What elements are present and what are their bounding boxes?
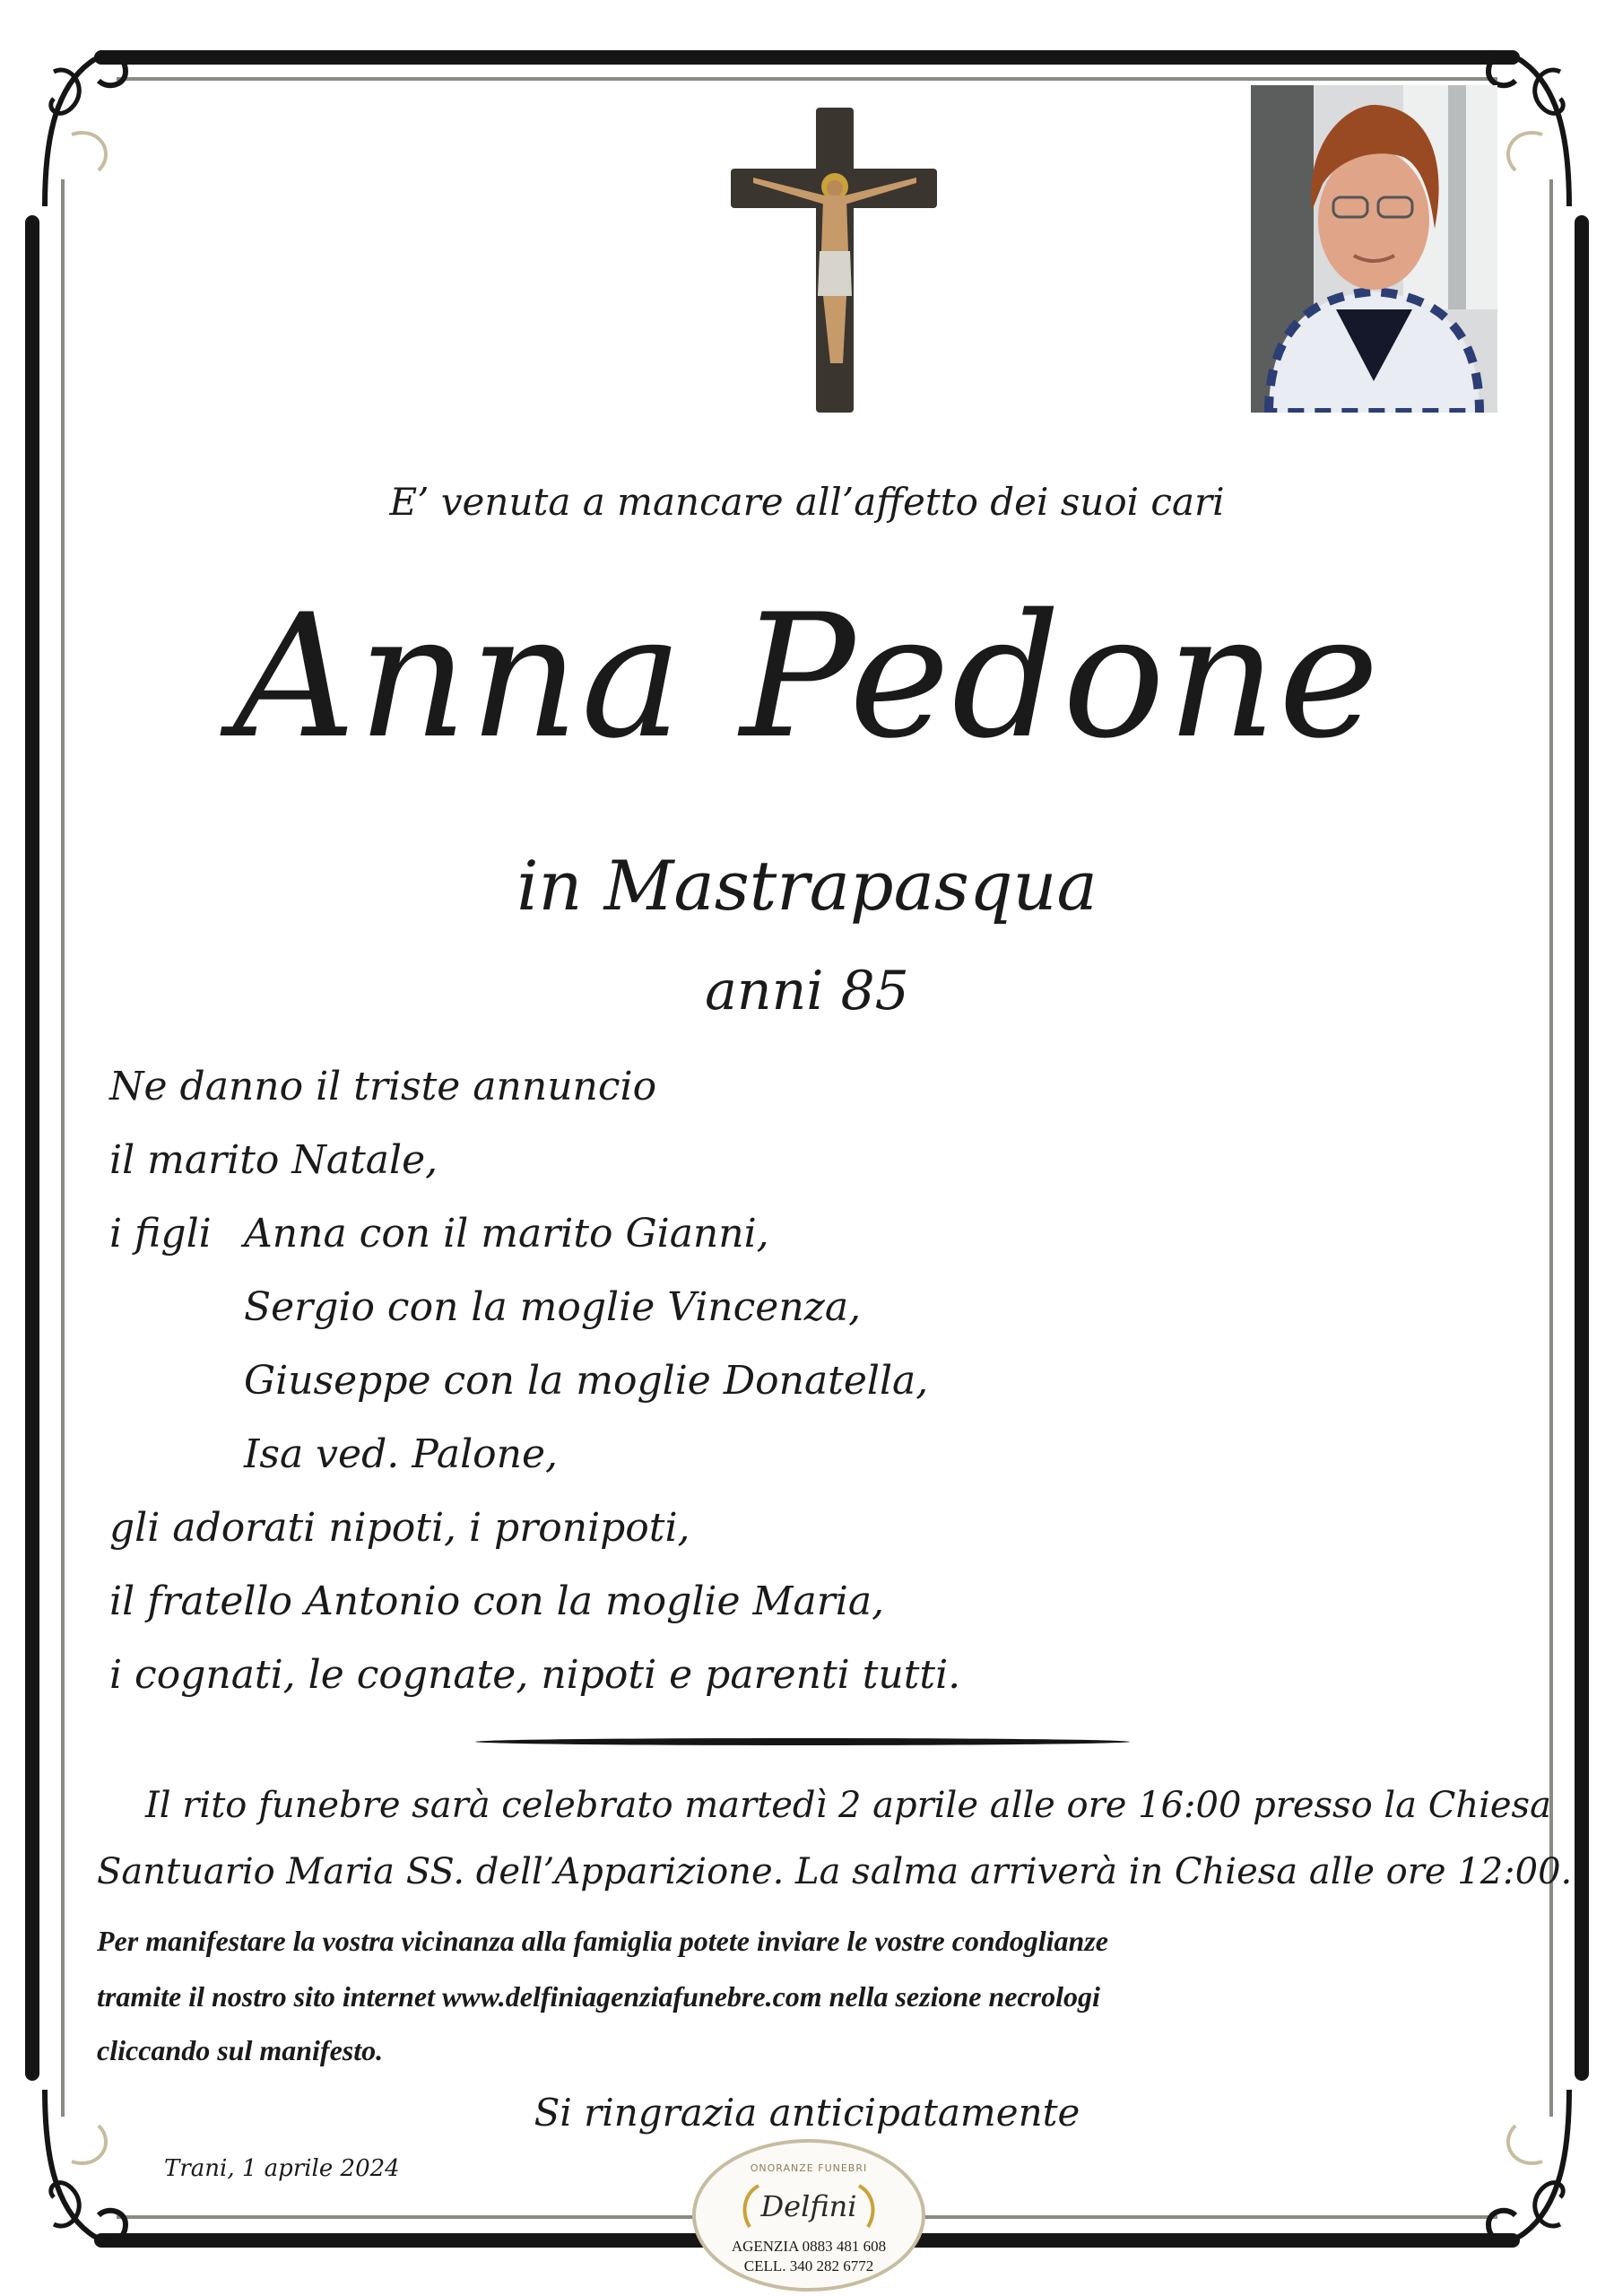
child-4: Isa ved. Palone, (244, 1431, 559, 1477)
separator-line (475, 1738, 1130, 1745)
deceased-name: Anna Pedone (232, 578, 1382, 776)
married-name: in Mastrapasqua (516, 846, 1098, 926)
corner-ornament-top-left-icon (36, 36, 134, 215)
rite-line-1: Il rito funebre sarà celebrato martedì 2 aprile alle ore 16:00 presso la Chiesa (145, 1785, 1551, 1826)
frame-top-bar (94, 50, 1520, 65)
mourners-line-9: i cognati, le cognate, nipoti e parenti tutti. (109, 1652, 961, 1698)
condolence-note-line-1: Per manifestare la vostra vicinanza alla famiglia potete inviare le vostre condoglianze (97, 1925, 1108, 1957)
child-3: Giuseppe con la moglie Donatella, (244, 1358, 929, 1404)
portrait-photo (1251, 85, 1497, 413)
age-line: anni 85 (705, 960, 909, 1022)
child-1: Anna con il marito Gianni, (244, 1211, 769, 1257)
logo-agency-phone: AGENZIA 0883 481 608 (731, 2238, 887, 2255)
crucifix-icon (717, 108, 950, 413)
logo-cell-phone: CELL. 340 282 6772 (743, 2257, 874, 2274)
condolence-note-line-2: tramite il nostro sito internet www.delfiniagenziafunebre.com nella sezione necrologi (97, 1980, 1100, 2013)
mourners-line-2: il marito Natale, (109, 1137, 438, 1183)
frame-inner-line-left (61, 179, 65, 2117)
logo-brand: Delfini (760, 2189, 857, 2223)
mourners-line-7: gli adorati nipoti, i pronipoti, (109, 1505, 690, 1551)
logo-top-text: ONORANZE FUNEBRI (750, 2162, 868, 2174)
intro-line: E’ venuta a mancare all’affetto dei suoi cari (389, 480, 1225, 524)
condolence-note-line-3: cliccando sul manifesto. (97, 2034, 384, 2066)
child-2: Sergio con la moglie Vincenza, (244, 1284, 862, 1330)
frame-inner-line-top (117, 77, 1497, 81)
frame-inner-line-right (1549, 179, 1553, 2117)
rite-line-2: Santuario Maria SS. dell’Apparizione. La salma arriverà in Chiesa alle ore 12:00. (97, 1851, 1573, 1892)
thanks-line: Si ringrazia anticipatamente (534, 2091, 1080, 2135)
mourners-children-label: i figli (109, 1211, 212, 1257)
mourners-line-8: il fratello Antonio con la moglie Maria, (109, 1578, 885, 1624)
place-date: Trani, 1 aprile 2024 (164, 2155, 400, 2182)
mourners-line-1: Ne danno il triste annuncio (109, 1064, 657, 1109)
agency-logo (692, 2139, 925, 2292)
